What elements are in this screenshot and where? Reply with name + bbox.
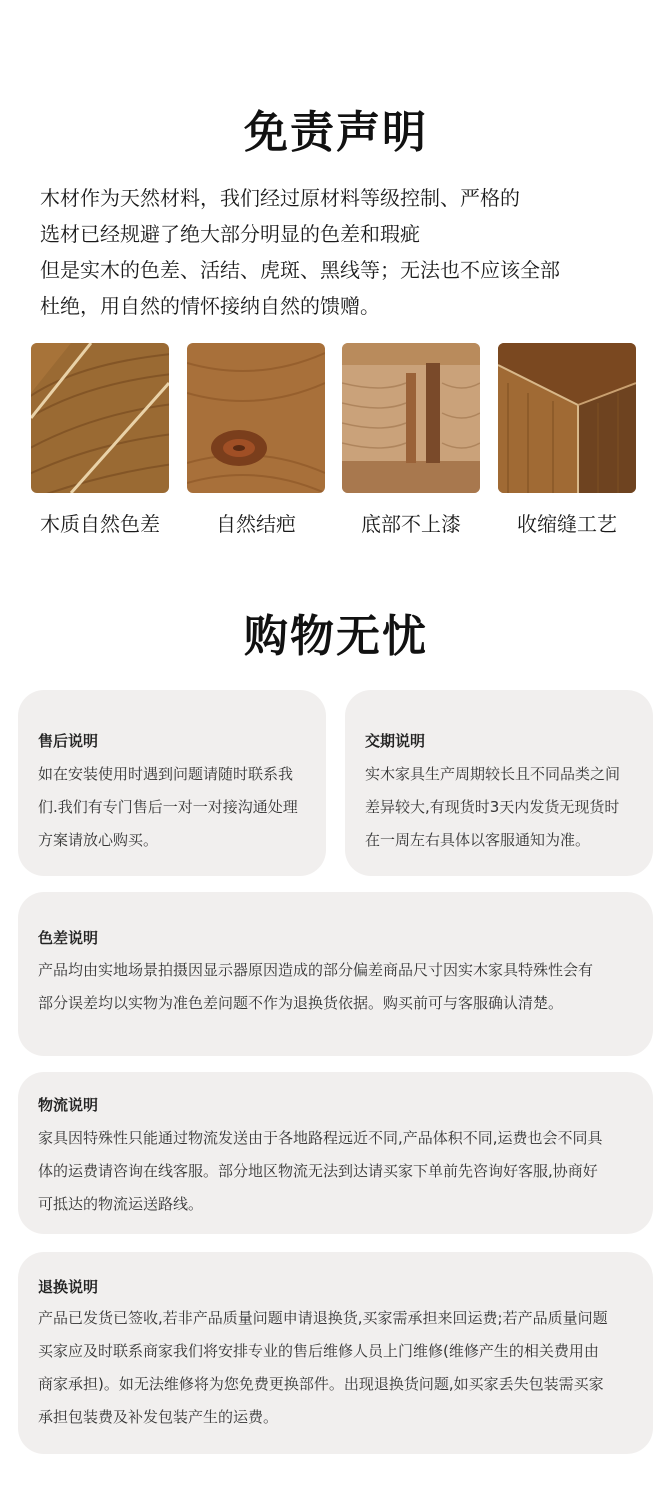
card-line: 体的运费请咨询在线客服。部分地区物流无法到达请买家下单前先咨询好客服,协商好 <box>38 1162 598 1180</box>
natural-knot-photo <box>187 343 325 493</box>
card-title: 售后说明 <box>38 732 99 750</box>
card-line: 实木家具生产周期较长且不同品类之间 <box>365 765 621 783</box>
shopping-title: 购物无忧 <box>244 611 428 662</box>
wood-photo-row <box>31 343 636 493</box>
disclaimer-line: 选材已经规避了绝大部分明显的色差和瑕疵 <box>40 222 420 246</box>
card-line: 产品已发货已签收,若非产品质量问题申请退换货,买家需承担来回运费;若产品质量问题 <box>38 1309 608 1327</box>
card-line: 商家承担)。如无法维修将为您免费更换部件。出现退换货问题,如买家丢失包装需买家 <box>38 1375 604 1393</box>
after-sales-card <box>18 690 326 876</box>
card-line: 买家应及时联系商家我们将安排专业的售后维修人员上门维修(维修产生的相关费用由 <box>38 1342 599 1360</box>
card-line: 们.我们有专门售后一对一对接沟通处理 <box>38 798 298 816</box>
photo-caption: 底部不上漆 <box>361 512 461 536</box>
disclaimer-line: 木材作为天然材料，我们经过原材料等级控制、严格的 <box>40 186 520 210</box>
card-line: 产品均由实地场景拍摄因显示器原因造成的部分偏差商品尺寸因实木家具特殊性会有 <box>38 961 594 979</box>
disclaimer-text <box>40 180 640 324</box>
returns-card <box>18 1252 653 1454</box>
logistics-card <box>18 1072 653 1234</box>
card-body <box>38 1122 603 1221</box>
card-body <box>365 758 620 857</box>
card-line: 如在安装使用时遇到问题请随时联系我 <box>38 765 294 783</box>
disclaimer-line: 杜绝，用自然的情怀接纳自然的馈赠。 <box>40 294 380 318</box>
card-body <box>38 1302 608 1434</box>
card-line: 家具因特殊性只能通过物流发送由于各地路程远近不同,产品体积不同,运费也会不同具 <box>38 1129 603 1147</box>
card-title: 物流说明 <box>38 1096 99 1114</box>
card-body <box>38 954 593 1020</box>
card-line: 方案请放心购买。 <box>38 831 159 849</box>
wood-color-difference-photo <box>31 343 169 493</box>
photo-caption: 木质自然色差 <box>40 512 160 536</box>
disclaimer-title: 免责声明 <box>244 107 428 158</box>
delivery-card <box>345 690 653 876</box>
card-line: 可抵达的物流运送路线。 <box>38 1195 204 1213</box>
card-line: 部分误差均以实物为准色差问题不作为退换货依据。购买前可与客服确认清楚。 <box>38 994 564 1012</box>
card-body <box>38 758 298 857</box>
card-title: 色差说明 <box>38 929 99 947</box>
unpainted-bottom-photo <box>342 343 480 493</box>
card-line: 差异较大,有现货时3天内发货无现货时 <box>365 798 620 816</box>
photo-caption: 自然结疤 <box>216 512 296 536</box>
card-line: 承担包装费及补发包装产生的运费。 <box>38 1408 279 1426</box>
disclaimer-line: 但是实木的色差、活结、虎斑、黑线等；无法也不应该全部 <box>40 258 560 282</box>
card-title: 交期说明 <box>365 732 426 750</box>
card-line: 在一周左右具体以客服通知为准。 <box>365 831 591 849</box>
photo-caption: 收缩缝工艺 <box>517 512 617 536</box>
shrinkage-joint-photo <box>498 343 636 493</box>
card-title: 退换说明 <box>38 1278 99 1296</box>
color-difference-card <box>18 892 653 1056</box>
